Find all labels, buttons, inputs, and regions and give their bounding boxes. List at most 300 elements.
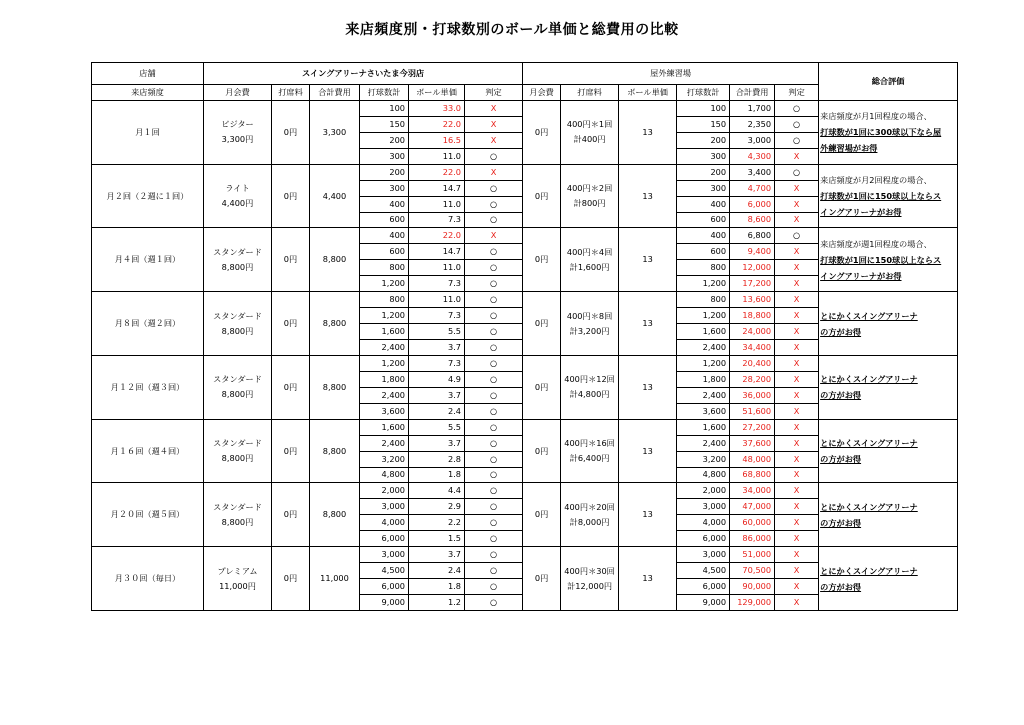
outdoor-seat-cell-line: 計1,600円 xyxy=(569,261,610,272)
balls-cell: 800 xyxy=(360,292,409,308)
unit-price-cell: 2.2 xyxy=(409,515,465,531)
balls-cell: 800 xyxy=(360,260,409,276)
outdoor-judgement-cell: X xyxy=(775,515,819,531)
balls-cell: 1,600 xyxy=(360,324,409,340)
outdoor-judgement-cell: X xyxy=(775,387,819,403)
judgement-cell: ○ xyxy=(465,212,523,228)
unit-price-cell: 1.5 xyxy=(409,531,465,547)
outdoor-total-cell: 51,000 xyxy=(730,547,775,563)
outdoor-judgement-cell: ○ xyxy=(775,100,819,116)
unit-price-cell: 7.3 xyxy=(409,212,465,228)
balls-cell: 3,200 xyxy=(360,451,409,467)
total-cost-cell: 8,800 xyxy=(310,483,360,547)
judgement-cell: ○ xyxy=(465,547,523,563)
outdoor-balls-cell: 600 xyxy=(677,244,730,260)
outdoor-unit-cell: 13 xyxy=(619,355,677,419)
outdoor-total-cell: 3,400 xyxy=(730,164,775,180)
frequency-cell: 月２回（２週に１回） xyxy=(92,164,204,228)
plan-cell xyxy=(204,355,272,419)
plan-cell-line: スタンダード xyxy=(213,310,262,321)
balls-cell: 3,600 xyxy=(360,403,409,419)
evaluation-cell xyxy=(819,164,958,228)
col-header: 月会費 xyxy=(523,85,561,101)
judgement-cell: ○ xyxy=(465,148,523,164)
seat-fee-cell: 0円 xyxy=(272,419,310,483)
col-header: 来店頻度 xyxy=(92,85,204,101)
seat-fee-cell: 0円 xyxy=(272,483,310,547)
balls-cell: 4,500 xyxy=(360,563,409,579)
evaluation-line: 打球数が1回に150球以上ならス xyxy=(820,191,942,202)
seat-fee-cell: 0円 xyxy=(272,292,310,356)
table-row xyxy=(92,355,958,371)
outdoor-fee-cell: 0円 xyxy=(523,355,561,419)
evaluation-line: の方がお得 xyxy=(820,326,862,337)
judgement-cell: ○ xyxy=(465,451,523,467)
col-header: 合計費用 xyxy=(730,85,775,101)
judgement-cell: ○ xyxy=(465,515,523,531)
judgement-cell: ○ xyxy=(465,579,523,595)
unit-price-cell: 3.7 xyxy=(409,547,465,563)
outdoor-judgement-cell: X xyxy=(775,563,819,579)
seat-fee-cell: 0円 xyxy=(272,164,310,228)
judgement-cell: ○ xyxy=(465,403,523,419)
outdoor-total-cell: 8,600 xyxy=(730,212,775,228)
judgement-cell: ○ xyxy=(465,196,523,212)
outdoor-balls-cell: 1,600 xyxy=(677,324,730,340)
col-header: 打球数計 xyxy=(677,85,730,101)
outdoor-seat-cell-line: 計3,200円 xyxy=(569,325,610,336)
col-header: 月会費 xyxy=(204,85,272,101)
judgement-cell: ○ xyxy=(465,419,523,435)
outdoor-total-cell: 90,000 xyxy=(730,579,775,595)
outdoor-total-cell: 48,000 xyxy=(730,451,775,467)
outdoor-fee-cell: 0円 xyxy=(523,228,561,292)
outdoor-judgement-cell: X xyxy=(775,148,819,164)
table-row xyxy=(92,292,958,308)
outdoor-total-cell: 24,000 xyxy=(730,324,775,340)
seat-fee-cell: 0円 xyxy=(272,100,310,164)
outdoor-balls-cell: 1,200 xyxy=(677,355,730,371)
outdoor-total-cell: 12,000 xyxy=(730,260,775,276)
balls-cell: 400 xyxy=(360,196,409,212)
balls-cell: 1,200 xyxy=(360,355,409,371)
outdoor-seat-cell-line: 400円＊4回 xyxy=(566,246,613,257)
judgement-cell: ○ xyxy=(465,244,523,260)
outdoor-judgement-cell: X xyxy=(775,499,819,515)
judgement-cell: X xyxy=(465,100,523,116)
outdoor-unit-cell: 13 xyxy=(619,292,677,356)
balls-cell: 2,400 xyxy=(360,340,409,356)
unit-price-cell: 1.2 xyxy=(409,595,465,611)
balls-cell: 1,200 xyxy=(360,308,409,324)
unit-price-cell: 14.7 xyxy=(409,244,465,260)
judgement-cell: ○ xyxy=(465,308,523,324)
outdoor-balls-cell: 6,000 xyxy=(677,579,730,595)
balls-cell: 2,000 xyxy=(360,483,409,499)
outdoor-balls-cell: 1,600 xyxy=(677,419,730,435)
unit-price-cell: 14.7 xyxy=(409,180,465,196)
outdoor-total-cell: 47,000 xyxy=(730,499,775,515)
unit-price-cell: 11.0 xyxy=(409,292,465,308)
outdoor-judgement-cell: X xyxy=(775,451,819,467)
evaluation-line: とにかくスイングアリーナ xyxy=(820,438,918,449)
evaluation-line: イングアリーナがお得 xyxy=(820,207,902,218)
outdoor-balls-cell: 3,600 xyxy=(677,403,730,419)
outdoor-balls-cell: 2,400 xyxy=(677,387,730,403)
unit-price-cell: 5.5 xyxy=(409,419,465,435)
balls-cell: 2,400 xyxy=(360,435,409,451)
outdoor-seat-cell-line: 計6,400円 xyxy=(569,453,610,464)
plan-cell xyxy=(204,547,272,611)
unit-price-cell: 22.0 xyxy=(409,228,465,244)
evaluation-line: 来店頻度が月1回程度の場合、 xyxy=(820,111,932,122)
plan-cell-line: 8,800円 xyxy=(221,516,254,527)
balls-cell: 200 xyxy=(360,132,409,148)
plan-cell-line: ライト xyxy=(225,183,250,194)
unit-price-cell: 33.0 xyxy=(409,100,465,116)
judgement-cell: ○ xyxy=(465,387,523,403)
store-label: 店舗 xyxy=(92,63,204,85)
outdoor-balls-cell: 4,800 xyxy=(677,467,730,483)
table-row xyxy=(92,547,958,563)
evaluation-line: 来店頻度が月2回程度の場合、 xyxy=(820,175,932,186)
outdoor-judgement-cell: X xyxy=(775,595,819,611)
outdoor-seat-cell xyxy=(561,164,619,228)
unit-price-cell: 2.9 xyxy=(409,499,465,515)
outdoor-balls-cell: 400 xyxy=(677,228,730,244)
outdoor-balls-cell: 100 xyxy=(677,100,730,116)
outdoor-total-cell: 27,200 xyxy=(730,419,775,435)
outdoor-judgement-cell: X xyxy=(775,260,819,276)
unit-price-cell: 7.3 xyxy=(409,355,465,371)
outdoor-balls-cell: 1,200 xyxy=(677,308,730,324)
outdoor-total-cell: 17,200 xyxy=(730,276,775,292)
judgement-cell: ○ xyxy=(465,435,523,451)
outdoor-total-cell: 60,000 xyxy=(730,515,775,531)
balls-cell: 3,000 xyxy=(360,547,409,563)
unit-price-cell: 7.3 xyxy=(409,308,465,324)
plan-cell-line: スタンダード xyxy=(213,374,262,385)
outdoor-balls-cell: 2,400 xyxy=(677,340,730,356)
outdoor-total-cell: 28,200 xyxy=(730,371,775,387)
outdoor-balls-cell: 3,000 xyxy=(677,547,730,563)
outdoor-total-cell: 70,500 xyxy=(730,563,775,579)
frequency-cell: 月３０回（毎日） xyxy=(92,547,204,611)
outdoor-judgement-cell: X xyxy=(775,212,819,228)
outdoor-total-cell: 18,800 xyxy=(730,308,775,324)
outdoor-total-cell: 2,350 xyxy=(730,116,775,132)
outdoor-total-cell: 34,000 xyxy=(730,483,775,499)
judgement-cell: ○ xyxy=(465,483,523,499)
col-header: 打球数計 xyxy=(360,85,409,101)
unit-price-cell: 11.0 xyxy=(409,260,465,276)
unit-price-cell: 4.4 xyxy=(409,483,465,499)
outdoor-total-cell: 13,600 xyxy=(730,292,775,308)
outdoor-balls-cell: 400 xyxy=(677,196,730,212)
judgement-cell: ○ xyxy=(465,355,523,371)
store-b-name: 屋外練習場 xyxy=(523,63,819,85)
unit-price-cell: 2.4 xyxy=(409,403,465,419)
judgement-cell: X xyxy=(465,228,523,244)
outdoor-judgement-cell: ○ xyxy=(775,228,819,244)
outdoor-total-cell: 9,400 xyxy=(730,244,775,260)
outdoor-seat-cell-line: 計4,800円 xyxy=(569,389,610,400)
outdoor-judgement-cell: X xyxy=(775,483,819,499)
balls-cell: 6,000 xyxy=(360,531,409,547)
outdoor-judgement-cell: X xyxy=(775,244,819,260)
outdoor-seat-cell xyxy=(561,355,619,419)
outdoor-seat-cell-line: 計12,000円 xyxy=(567,580,613,591)
balls-cell: 2,400 xyxy=(360,387,409,403)
outdoor-total-cell: 20,400 xyxy=(730,355,775,371)
col-header: ボール単価 xyxy=(619,85,677,101)
outdoor-judgement-cell: X xyxy=(775,180,819,196)
plan-cell-line: スタンダード xyxy=(213,438,262,449)
outdoor-total-cell: 1,700 xyxy=(730,100,775,116)
judgement-cell: ○ xyxy=(465,260,523,276)
balls-cell: 300 xyxy=(360,180,409,196)
outdoor-balls-cell: 150 xyxy=(677,116,730,132)
plan-cell-line: 11,000円 xyxy=(219,580,256,591)
plan-cell xyxy=(204,483,272,547)
outdoor-seat-cell xyxy=(561,292,619,356)
table-row xyxy=(92,483,958,499)
outdoor-balls-cell: 1,200 xyxy=(677,276,730,292)
outdoor-total-cell: 36,000 xyxy=(730,387,775,403)
outdoor-judgement-cell: ○ xyxy=(775,164,819,180)
evaluation-line: とにかくスイングアリーナ xyxy=(820,310,918,321)
evaluation-cell xyxy=(819,100,958,164)
col-header: 打席料 xyxy=(561,85,619,101)
outdoor-balls-cell: 3,000 xyxy=(677,499,730,515)
outdoor-balls-cell: 1,800 xyxy=(677,371,730,387)
evaluation-line: とにかくスイングアリーナ xyxy=(820,374,918,385)
balls-cell: 150 xyxy=(360,116,409,132)
col-header: 打席料 xyxy=(272,85,310,101)
outdoor-total-cell: 3,000 xyxy=(730,132,775,148)
judgement-cell: ○ xyxy=(465,180,523,196)
balls-cell: 3,000 xyxy=(360,499,409,515)
frequency-cell: 月８回（週２回） xyxy=(92,292,204,356)
unit-price-cell: 2.4 xyxy=(409,563,465,579)
total-cost-cell: 4,400 xyxy=(310,164,360,228)
total-cost-cell: 8,800 xyxy=(310,228,360,292)
overall-header: 総合評価 xyxy=(819,63,958,101)
judgement-cell: ○ xyxy=(465,371,523,387)
frequency-cell: 月４回（週１回） xyxy=(92,228,204,292)
outdoor-total-cell: 6,000 xyxy=(730,196,775,212)
plan-cell xyxy=(204,419,272,483)
unit-price-cell: 3.7 xyxy=(409,340,465,356)
judgement-cell: ○ xyxy=(465,276,523,292)
evaluation-cell xyxy=(819,483,958,547)
evaluation-line: 外練習場がお得 xyxy=(820,143,878,154)
outdoor-seat-cell-line: 400円＊8回 xyxy=(566,310,613,321)
plan-cell-line: 8,800円 xyxy=(221,261,254,272)
judgement-cell: ○ xyxy=(465,467,523,483)
total-cost-cell: 8,800 xyxy=(310,292,360,356)
evaluation-line: の方がお得 xyxy=(820,390,862,401)
seat-fee-cell: 0円 xyxy=(272,355,310,419)
balls-cell: 300 xyxy=(360,148,409,164)
outdoor-seat-cell xyxy=(561,547,619,611)
evaluation-line: の方がお得 xyxy=(820,517,862,528)
outdoor-balls-cell: 4,000 xyxy=(677,515,730,531)
seat-fee-cell: 0円 xyxy=(272,547,310,611)
outdoor-seat-cell-line: 計800円 xyxy=(573,198,606,209)
unit-price-cell: 3.7 xyxy=(409,435,465,451)
plan-cell xyxy=(204,228,272,292)
evaluation-cell xyxy=(819,547,958,611)
outdoor-fee-cell: 0円 xyxy=(523,547,561,611)
balls-cell: 1,800 xyxy=(360,371,409,387)
seat-fee-cell: 0円 xyxy=(272,228,310,292)
judgement-cell: X xyxy=(465,116,523,132)
outdoor-seat-cell-line: 計400円 xyxy=(573,134,606,145)
outdoor-balls-cell: 600 xyxy=(677,212,730,228)
balls-cell: 200 xyxy=(360,164,409,180)
outdoor-seat-cell-line: 400円＊12回 xyxy=(564,374,615,385)
unit-price-cell: 1.8 xyxy=(409,467,465,483)
outdoor-judgement-cell: X xyxy=(775,371,819,387)
judgement-cell: ○ xyxy=(465,324,523,340)
outdoor-seat-cell-line: 400円＊1回 xyxy=(566,119,613,130)
outdoor-balls-cell: 2,000 xyxy=(677,483,730,499)
judgement-cell: ○ xyxy=(465,292,523,308)
unit-price-cell: 11.0 xyxy=(409,148,465,164)
table-row xyxy=(92,419,958,435)
balls-cell: 4,000 xyxy=(360,515,409,531)
plan-cell-line: 8,800円 xyxy=(221,325,254,336)
balls-cell: 600 xyxy=(360,244,409,260)
plan-cell-line: 4,400円 xyxy=(221,198,254,209)
outdoor-total-cell: 4,300 xyxy=(730,148,775,164)
outdoor-seat-cell xyxy=(561,483,619,547)
outdoor-total-cell: 68,800 xyxy=(730,467,775,483)
balls-cell: 600 xyxy=(360,212,409,228)
judgement-cell: ○ xyxy=(465,563,523,579)
outdoor-balls-cell: 800 xyxy=(677,260,730,276)
outdoor-seat-cell-line: 400円＊2回 xyxy=(566,183,613,194)
plan-cell-line: 8,800円 xyxy=(221,389,254,400)
outdoor-total-cell: 86,000 xyxy=(730,531,775,547)
outdoor-fee-cell: 0円 xyxy=(523,419,561,483)
outdoor-seat-cell-line: 400円＊16回 xyxy=(564,438,615,449)
outdoor-balls-cell: 200 xyxy=(677,132,730,148)
outdoor-unit-cell: 13 xyxy=(619,483,677,547)
evaluation-line: イングアリーナがお得 xyxy=(820,270,902,281)
evaluation-cell xyxy=(819,419,958,483)
outdoor-seat-cell xyxy=(561,419,619,483)
outdoor-total-cell: 37,600 xyxy=(730,435,775,451)
evaluation-line: 来店頻度が週1回程度の場合、 xyxy=(820,238,932,249)
balls-cell: 4,800 xyxy=(360,467,409,483)
outdoor-fee-cell: 0円 xyxy=(523,164,561,228)
header-row-stores xyxy=(92,63,958,85)
judgement-cell: ○ xyxy=(465,499,523,515)
outdoor-judgement-cell: ○ xyxy=(775,132,819,148)
frequency-cell: 月２０回（週５回） xyxy=(92,483,204,547)
outdoor-judgement-cell: X xyxy=(775,308,819,324)
outdoor-judgement-cell: X xyxy=(775,467,819,483)
outdoor-judgement-cell: X xyxy=(775,547,819,563)
evaluation-cell xyxy=(819,355,958,419)
evaluation-line: 打球数が1回に300球以下なら屋 xyxy=(820,127,942,138)
outdoor-fee-cell: 0円 xyxy=(523,292,561,356)
comparison-table xyxy=(91,62,958,611)
total-cost-cell: 8,800 xyxy=(310,419,360,483)
outdoor-total-cell: 6,800 xyxy=(730,228,775,244)
plan-cell-line: スタンダード xyxy=(213,501,262,512)
unit-price-cell: 3.7 xyxy=(409,387,465,403)
outdoor-balls-cell: 300 xyxy=(677,180,730,196)
balls-cell: 1,600 xyxy=(360,419,409,435)
outdoor-unit-cell: 13 xyxy=(619,164,677,228)
evaluation-cell xyxy=(819,292,958,356)
unit-price-cell: 11.0 xyxy=(409,196,465,212)
outdoor-fee-cell: 0円 xyxy=(523,100,561,164)
outdoor-judgement-cell: X xyxy=(775,292,819,308)
plan-cell xyxy=(204,100,272,164)
outdoor-balls-cell: 200 xyxy=(677,164,730,180)
frequency-cell: 月１２回（週３回） xyxy=(92,355,204,419)
outdoor-total-cell: 4,700 xyxy=(730,180,775,196)
col-header: 合計費用 xyxy=(310,85,360,101)
unit-price-cell: 2.8 xyxy=(409,451,465,467)
outdoor-balls-cell: 800 xyxy=(677,292,730,308)
balls-cell: 6,000 xyxy=(360,579,409,595)
unit-price-cell: 5.5 xyxy=(409,324,465,340)
outdoor-unit-cell: 13 xyxy=(619,100,677,164)
outdoor-balls-cell: 9,000 xyxy=(677,595,730,611)
total-cost-cell: 8,800 xyxy=(310,355,360,419)
plan-cell xyxy=(204,164,272,228)
store-a-name: スイングアリーナさいたま今羽店 xyxy=(204,63,523,85)
outdoor-judgement-cell: ○ xyxy=(775,116,819,132)
table-row xyxy=(92,100,958,116)
plan-cell xyxy=(204,292,272,356)
page-title: 来店頻度別・打球数別のボール単価と総費用の比較 xyxy=(345,22,679,38)
col-header: ボール単価 xyxy=(409,85,465,101)
evaluation-cell xyxy=(819,228,958,292)
outdoor-judgement-cell: X xyxy=(775,196,819,212)
unit-price-cell: 1.8 xyxy=(409,579,465,595)
outdoor-balls-cell: 300 xyxy=(677,148,730,164)
outdoor-balls-cell: 3,200 xyxy=(677,451,730,467)
judgement-cell: ○ xyxy=(465,340,523,356)
outdoor-unit-cell: 13 xyxy=(619,228,677,292)
total-cost-cell: 3,300 xyxy=(310,100,360,164)
total-cost-cell: 11,000 xyxy=(310,547,360,611)
outdoor-judgement-cell: X xyxy=(775,419,819,435)
outdoor-judgement-cell: X xyxy=(775,435,819,451)
table-body xyxy=(92,100,958,610)
outdoor-total-cell: 34,400 xyxy=(730,340,775,356)
plan-cell-line: 3,300円 xyxy=(221,134,254,145)
outdoor-total-cell: 51,600 xyxy=(730,403,775,419)
outdoor-judgement-cell: X xyxy=(775,403,819,419)
outdoor-judgement-cell: X xyxy=(775,531,819,547)
outdoor-seat-cell xyxy=(561,100,619,164)
outdoor-balls-cell: 6,000 xyxy=(677,531,730,547)
outdoor-seat-cell-line: 400円＊20回 xyxy=(564,501,615,512)
outdoor-seat-cell xyxy=(561,228,619,292)
outdoor-fee-cell: 0円 xyxy=(523,483,561,547)
plan-cell-line: ビジター xyxy=(221,119,254,130)
table-row xyxy=(92,228,958,244)
outdoor-seat-cell-line: 計8,000円 xyxy=(569,516,610,527)
evaluation-line: とにかくスイングアリーナ xyxy=(820,501,918,512)
